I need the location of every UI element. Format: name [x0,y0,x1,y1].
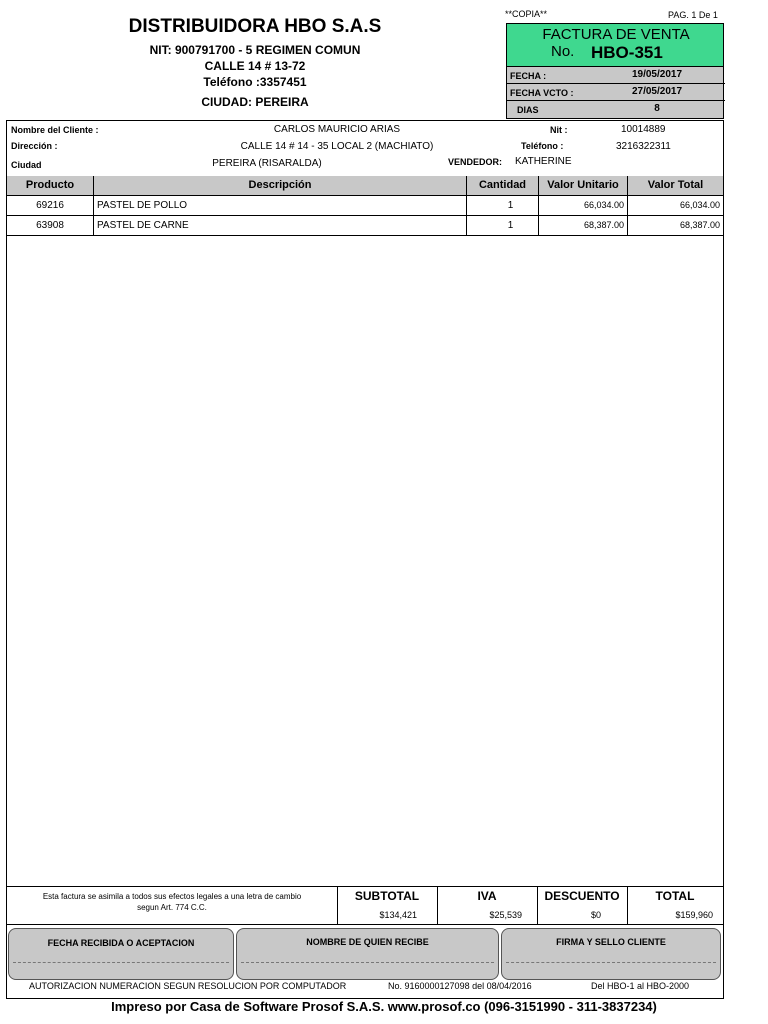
due-date-value: 27/05/2017 [631,86,683,97]
date-value: 19/05/2017 [631,69,683,80]
signature-divider [7,924,723,925]
days-row [507,101,725,118]
totals-divider [7,886,723,887]
client-phone: 3216322311 [616,141,671,152]
total-label: TOTAL [655,889,695,903]
signature-line [241,962,494,963]
page-number: PAG. 1 De 1 [668,10,718,20]
client-city: PEREIRA (RISARALDA) [212,158,322,169]
client-signature-box [501,928,721,980]
discount-label: DESCUENTO [544,889,620,903]
company-name: DISTRIBUIDORA HBO S.A.S [128,16,382,37]
authorization-range: Del HBO-1 al HBO-2000 [591,981,690,991]
column-header-product: Producto [7,176,94,195]
signature-line [13,962,229,963]
days-label: DIAS [517,105,539,115]
row-total-value: 68,387.00 [679,220,720,230]
printed-by-footer: Impreso por Casa de Software Prosof S.A.S. www.prosof.co (096-3151990 - 311-3837234) [111,999,657,1014]
client-address: CALLE 14 # 14 - 35 LOCAL 2 (MACHIATO) [240,141,434,152]
column-header-quantity: Cantidad [467,176,539,195]
date-label: FECHA : [510,71,547,81]
company-nit: NIT: 900791700 - 5 REGIMEN COMUN [149,43,361,57]
row-product: 69216 [7,196,94,215]
due-date-label: FECHA VCTO : [510,88,574,98]
client-nit-label: Nit : [550,125,568,135]
days-value: 8 [654,103,660,114]
table-header [7,176,723,196]
copy-mark: **COPIA** [505,9,548,19]
company-phone: Teléfono :3357451 [203,75,307,89]
row-description: PASTEL DE POLLO [94,196,467,215]
client-name: CARLOS MAURICIO ARIAS [273,124,401,135]
client-signature-label: FIRMA Y SELLO CLIENTE [556,937,666,947]
invoice-dates-box [506,67,724,119]
date-row [507,67,725,84]
invoice-number: HBO-351 [591,43,663,62]
invoice-number-label: No. [551,43,575,60]
row-unit-value: 68,387.00 [539,216,628,235]
column-header-unit-value: Valor Unitario [539,176,628,195]
receiver-name-box [236,928,499,980]
column-header-description: Descripción [94,176,467,195]
received-date-label: FECHA RECIBIDA O ACEPTACION [47,938,195,948]
row-quantity: 1 [467,196,539,215]
row-unit-value: 66,034.00 [539,196,628,215]
company-city: CIUDAD: PEREIRA [201,95,309,109]
company-address: CALLE 14 # 13-72 [204,59,306,73]
due-date-row [507,84,725,101]
table-row [7,216,723,236]
client-name-label: Nombre del Cliente : [11,125,99,135]
discount-value: $0 [590,910,601,920]
table-row [7,196,723,216]
seller-label: VENDEDOR: [448,157,503,167]
client-phone-label: Teléfono : [521,141,564,151]
row-product: 63908 [7,216,94,235]
total-value: $159,960 [675,910,713,920]
row-total-value: 66,034.00 [679,200,720,210]
authorization-resolution: No. 9160000127098 del 08/04/2016 [388,981,532,991]
received-date-box [8,928,234,980]
subtotal-value: $134,421 [379,910,417,920]
invoice-title: FACTURA DE VENTA [542,26,690,43]
authorization-text: AUTORIZACION NUMERACION SEGUN RESOLUCION POR COMPUTADOR [29,981,347,991]
signature-line [506,962,716,963]
invoice-title-box [506,23,724,67]
iva-value: $25,539 [489,910,522,920]
client-city-label: Ciudad [11,160,42,170]
client-nit: 10014889 [621,124,666,135]
receiver-name-label: NOMBRE DE QUIEN RECIBE [306,937,429,947]
column-header-total-value: Valor Total [647,179,704,191]
legal-notice: Esta factura se asimila a todos sus efectos legales a una letra de cambio segun Art. 774 C.C. [42,892,302,912]
subtotal-label: SUBTOTAL [354,889,420,903]
seller-name: KATHERINE [515,156,572,167]
client-address-label: Dirección : [11,141,58,151]
invoice-body [6,120,724,999]
row-quantity: 1 [467,216,539,235]
row-description: PASTEL DE CARNE [94,216,467,235]
iva-label: IVA [477,889,497,903]
